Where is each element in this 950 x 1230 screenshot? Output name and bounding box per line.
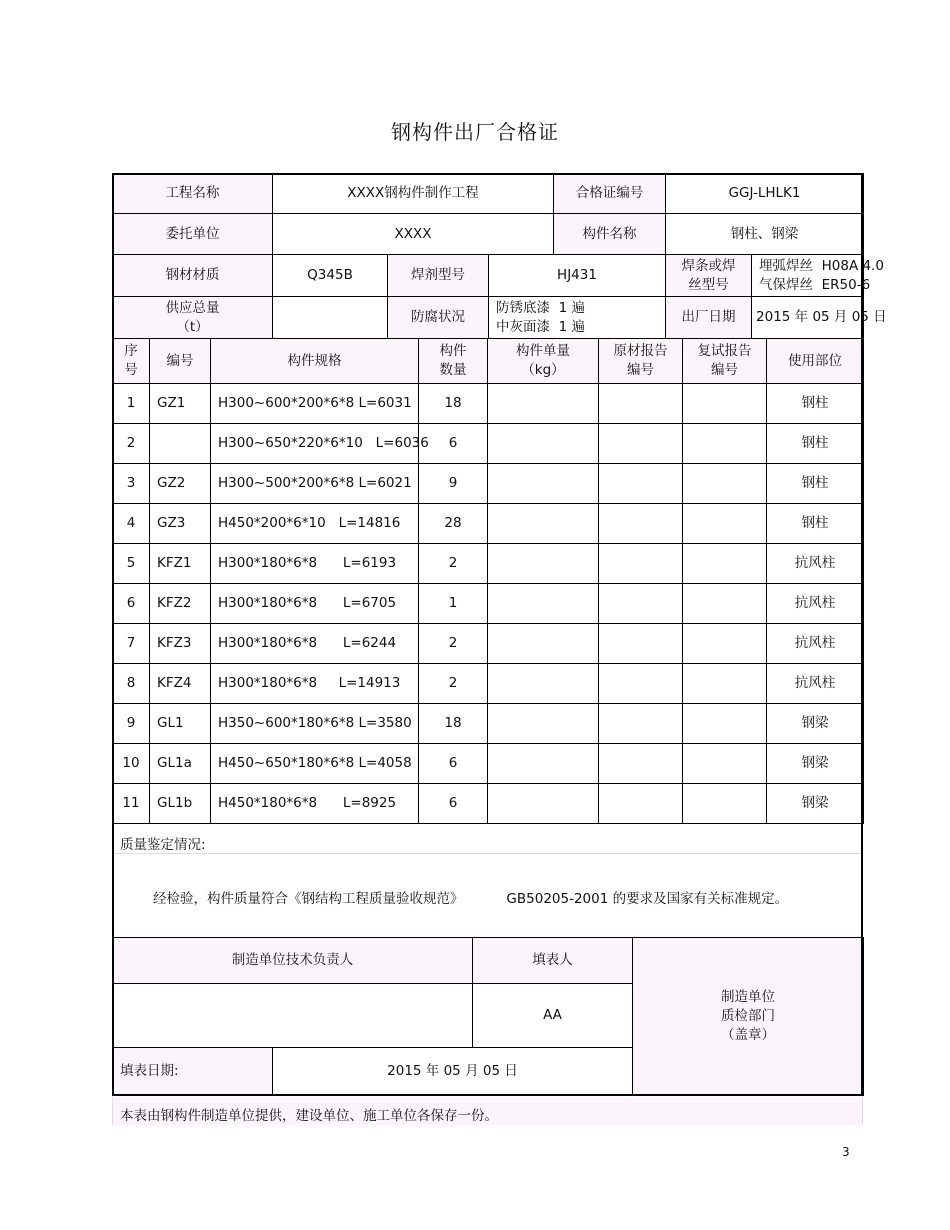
- document-title: 钢构件出厂合格证: [391, 120, 559, 144]
- row-retest: [683, 504, 767, 544]
- col-retest-report-line2: 编号: [711, 362, 738, 378]
- row-usage: 钢梁: [767, 704, 864, 744]
- row-qty: 18: [419, 384, 488, 424]
- row-code: GL1b: [150, 784, 211, 824]
- row-raw: [599, 664, 683, 704]
- row-raw: [599, 424, 683, 464]
- component-rows: [113, 384, 864, 824]
- row-usage: 钢柱: [767, 424, 864, 464]
- electrode-line2-type: 气保焊丝: [759, 276, 814, 293]
- electrode-label-line1: 焊条或焊: [681, 257, 736, 274]
- col-raw-report-line2: 编号: [627, 362, 654, 378]
- col-code: 编号: [150, 339, 211, 384]
- anticorrosion-line2-type: 中灰面漆: [496, 318, 550, 335]
- dept-line2: 质检部门: [721, 1008, 775, 1024]
- steel-material-label: 钢材材质: [113, 255, 273, 297]
- row-weight: [488, 424, 599, 464]
- col-spec: 构件规格: [211, 339, 419, 384]
- col-unit-weight-line1: 构件单量: [516, 343, 570, 359]
- row-qty: 6: [419, 784, 488, 824]
- row-seq: 8: [113, 664, 150, 704]
- row-raw: [599, 464, 683, 504]
- table-row: [113, 384, 864, 424]
- row-usage: 钢梁: [767, 744, 864, 784]
- row-qty: 28: [419, 504, 488, 544]
- row-usage: 抗风柱: [767, 624, 864, 664]
- row-qty: 2: [419, 664, 488, 704]
- col-qty-line2: 数量: [439, 362, 467, 378]
- row-usage: 抗风柱: [767, 544, 864, 584]
- row-code: GZ3: [150, 504, 211, 544]
- table-row: [113, 584, 864, 624]
- row-retest: [683, 384, 767, 424]
- col-qty: [419, 339, 488, 384]
- filler-value: AA: [473, 984, 633, 1048]
- col-unit-weight-line2: （kg）: [521, 362, 565, 378]
- row-qty: 9: [419, 464, 488, 504]
- cert-no-value: GGJ-LHLK1: [666, 174, 864, 214]
- quality-statement: 经检验，构件质量符合《钢结构工程质量验收规范》 GB50205-2001 的要求及国家有关标准规定。: [153, 891, 789, 907]
- col-seq-line2: 号: [124, 362, 138, 378]
- row-seq: 9: [113, 704, 150, 744]
- table-row: [113, 784, 864, 824]
- fill-date-value: 2015 年 05 月 05 日: [273, 1048, 633, 1096]
- table-row: [113, 544, 864, 584]
- row-spec: H300*180*6*8 L=6705: [211, 584, 419, 624]
- row-seq: 1: [113, 384, 150, 424]
- row-spec: H450*180*6*8 L=8925: [211, 784, 419, 824]
- row-seq: 5: [113, 544, 150, 584]
- row-spec: H300~600*200*6*8 L=6031: [211, 384, 419, 424]
- row-seq: 7: [113, 624, 150, 664]
- row-qty: 6: [419, 424, 488, 464]
- quality-label: 质量鉴定情况:: [120, 837, 206, 853]
- component-list-table: [112, 338, 864, 824]
- row-retest: [683, 544, 767, 584]
- quality-section: [112, 826, 863, 937]
- row-raw: [599, 744, 683, 784]
- row-usage: 钢梁: [767, 784, 864, 824]
- dept-line1: 制造单位: [721, 989, 775, 1005]
- electrode-model-label: [666, 255, 752, 297]
- row-spec: H300*180*6*8 L=6244: [211, 624, 419, 664]
- signature-table: [112, 937, 864, 1096]
- row-raw: [599, 584, 683, 624]
- table-row: [113, 624, 864, 664]
- row-code: KFZ3: [150, 624, 211, 664]
- supply-total-label: [113, 297, 273, 339]
- certificate-header-table: [112, 173, 887, 339]
- table-row: [113, 464, 864, 504]
- row-raw: [599, 384, 683, 424]
- table-row: [113, 744, 864, 784]
- project-name-label: 工程名称: [113, 174, 273, 214]
- page-number: 3: [842, 1145, 850, 1159]
- anticorrosion-label: 防腐状况: [388, 297, 489, 339]
- anticorrosion-value: [489, 297, 666, 339]
- row-raw: [599, 504, 683, 544]
- row-seq: 11: [113, 784, 150, 824]
- row-code: GL1: [150, 704, 211, 744]
- row-raw: [599, 784, 683, 824]
- cert-no-label: 合格证编号: [554, 174, 666, 214]
- row-code: KFZ1: [150, 544, 211, 584]
- anticorrosion-line1-type: 防锈底漆: [496, 299, 550, 316]
- row-code: [150, 424, 211, 464]
- row-usage: 钢柱: [767, 384, 864, 424]
- col-raw-report: [599, 339, 683, 384]
- col-unit-weight: [488, 339, 599, 384]
- row-retest: [683, 704, 767, 744]
- col-qty-line1: 构件: [439, 343, 467, 359]
- row-retest: [683, 624, 767, 664]
- col-usage: 使用部位: [767, 339, 864, 384]
- tech-lead-value: [113, 984, 473, 1048]
- row-code: KFZ4: [150, 664, 211, 704]
- row-code: KFZ2: [150, 584, 211, 624]
- row-weight: [488, 384, 599, 424]
- row-seq: 6: [113, 584, 150, 624]
- col-seq: [113, 339, 150, 384]
- row-weight: [488, 704, 599, 744]
- supply-total-value: [273, 297, 388, 339]
- row-seq: 4: [113, 504, 150, 544]
- row-usage: 钢柱: [767, 504, 864, 544]
- row-raw: [599, 624, 683, 664]
- row-qty: 18: [419, 704, 488, 744]
- component-name-value: 钢柱、钢梁: [666, 214, 864, 255]
- filler-label: 填表人: [473, 938, 633, 984]
- row-weight: [488, 584, 599, 624]
- anticorrosion-line1-count: 1 遍: [558, 299, 585, 316]
- row-usage: 抗风柱: [767, 584, 864, 624]
- row-retest: [683, 584, 767, 624]
- row-weight: [488, 544, 599, 584]
- row-seq: 3: [113, 464, 150, 504]
- flux-model-label: 焊剂型号: [388, 255, 489, 297]
- row-spec: H300~500*200*6*8 L=6021: [211, 464, 419, 504]
- electrode-line2-spec: ER50-6: [821, 276, 871, 293]
- row-code: GZ2: [150, 464, 211, 504]
- factory-date-label: 出厂日期: [666, 297, 752, 339]
- row-weight: [488, 624, 599, 664]
- supply-total-label-line2: （t）: [176, 318, 209, 335]
- table-row: [113, 704, 864, 744]
- row-seq: 10: [113, 744, 150, 784]
- row-retest: [683, 424, 767, 464]
- electrode-line1-type: 埋弧焊丝: [759, 257, 814, 274]
- row-qty: 2: [419, 544, 488, 584]
- qc-department-stamp: [633, 938, 864, 1096]
- row-spec: H350~600*180*6*8 L=3580: [211, 704, 419, 744]
- flux-model-value: HJ431: [489, 255, 666, 297]
- row-weight: [488, 744, 599, 784]
- electrode-model-value: [752, 255, 884, 297]
- row-retest: [683, 464, 767, 504]
- col-raw-report-line1: 原材报告: [613, 343, 668, 359]
- row-weight: [488, 464, 599, 504]
- row-usage: 抗风柱: [767, 664, 864, 704]
- client-value: XXXX: [273, 214, 554, 255]
- footnote: 本表由钢构件制造单位提供，建设单位、施工单位各保存一份。: [112, 1097, 863, 1125]
- row-weight: [488, 504, 599, 544]
- row-usage: 钢柱: [767, 464, 864, 504]
- row-retest: [683, 744, 767, 784]
- row-seq: 2: [113, 424, 150, 464]
- row-raw: [599, 544, 683, 584]
- table-row: [113, 424, 864, 464]
- steel-material-value: Q345B: [273, 255, 388, 297]
- col-retest-report: [683, 339, 767, 384]
- row-spec: H300~650*220*6*10 L=6036: [211, 424, 419, 464]
- row-retest: [683, 784, 767, 824]
- quality-divider: [113, 853, 862, 854]
- fill-date-label: 填表日期:: [113, 1048, 273, 1096]
- project-name-value: XXXX钢构件制作工程: [273, 174, 554, 214]
- tech-lead-label: 制造单位技术负责人: [113, 938, 473, 984]
- client-label: 委托单位: [113, 214, 273, 255]
- row-spec: H450~650*180*6*8 L=4058: [211, 744, 419, 784]
- row-spec: H450*200*6*10 L=14816: [211, 504, 419, 544]
- col-seq-line1: 序: [124, 343, 138, 359]
- row-retest: [683, 664, 767, 704]
- dept-line3: （盖章）: [721, 1027, 775, 1043]
- row-weight: [488, 784, 599, 824]
- supply-total-label-line1: 供应总量: [165, 299, 220, 316]
- row-raw: [599, 704, 683, 744]
- row-spec: H300*180*6*8 L=14913: [211, 664, 419, 704]
- electrode-label-line2: 丝型号: [688, 276, 729, 293]
- row-code: GL1a: [150, 744, 211, 784]
- factory-date-value: 2015 年 05 月 05 日: [752, 297, 864, 339]
- row-spec: H300*180*6*8 L=6193: [211, 544, 419, 584]
- row-weight: [488, 664, 599, 704]
- column-header-row: [113, 339, 864, 384]
- row-code: GZ1: [150, 384, 211, 424]
- electrode-line1-spec: H08A 4.0: [821, 257, 884, 274]
- component-name-label: 构件名称: [554, 214, 666, 255]
- col-retest-report-line1: 复试报告: [697, 343, 752, 359]
- row-qty: 1: [419, 584, 488, 624]
- table-row: [113, 664, 864, 704]
- anticorrosion-line2-count: 1 遍: [558, 318, 585, 335]
- table-row: [113, 504, 864, 544]
- row-qty: 6: [419, 744, 488, 784]
- row-qty: 2: [419, 624, 488, 664]
